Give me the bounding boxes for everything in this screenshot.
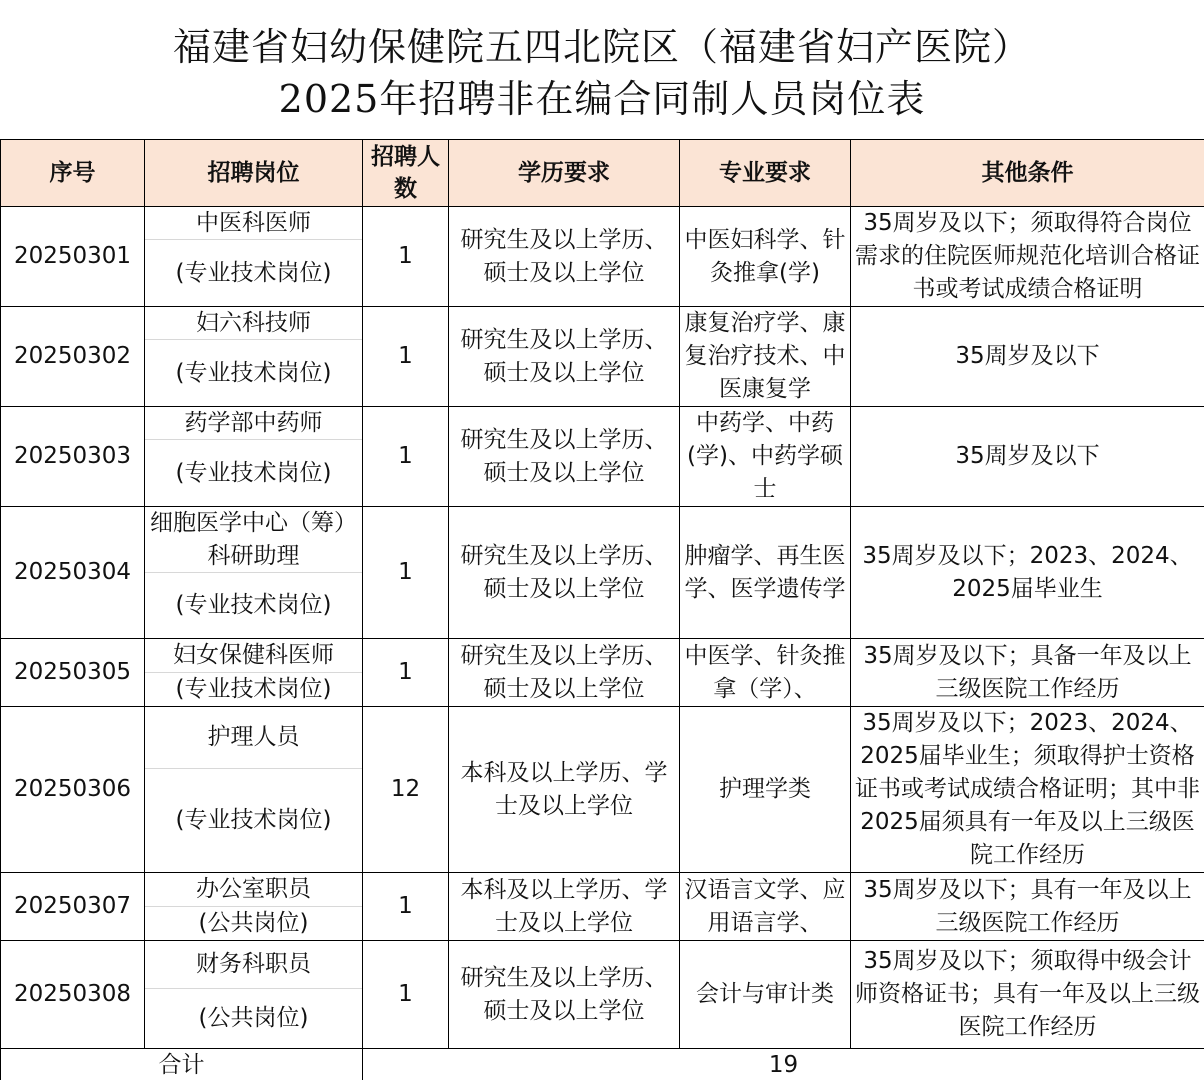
position-type: (专业技术岗位): [175, 676, 332, 702]
header-education: 学历要求: [449, 140, 680, 207]
cell-other: 35周岁及以下；须取得符合岗位需求的住院医师规范化培训合格证书或考试成绩合格证明: [851, 207, 1204, 307]
table-row: [1, 707, 1204, 873]
cell-major: 中药学、中药(学)、中药学硕士: [680, 407, 851, 507]
cell-other: 35周岁及以下；具备一年及以上三级医院工作经历: [851, 639, 1204, 707]
position-type: (公共岗位): [198, 910, 309, 936]
cell-other: 35周岁及以下: [851, 307, 1204, 407]
table-row: [1, 941, 1204, 1049]
cell-education: 研究生及以上学历、硕士及以上学位: [449, 507, 680, 639]
positions-table: [0, 139, 1204, 1080]
table-row: [1, 507, 1204, 639]
cell-other: 35周岁及以下；须取得中级会计师资格证书；具有一年及以上三级医院工作经历: [851, 941, 1204, 1049]
position-name: 中医科医师: [145, 207, 362, 240]
cell-major: 中医学、针灸推拿（学）、: [680, 639, 851, 707]
total-label: 合计: [1, 1049, 363, 1080]
cell-id: 20250305: [1, 639, 145, 707]
position-type: (专业技术岗位): [175, 459, 332, 486]
cell-other: 35周岁及以下；2023、2024、2025届毕业生: [851, 507, 1204, 639]
position-type: (专业技术岗位): [175, 807, 332, 833]
cell-other: 35周岁及以下；具有一年及以上三级医院工作经历: [851, 873, 1204, 941]
total-value: 19: [363, 1049, 1204, 1080]
table-row: [1, 307, 1204, 407]
cell-education: 本科及以上学历、学士及以上学位: [449, 707, 680, 873]
cell-position: [145, 307, 363, 407]
cell-major: 汉语言文学、应用语言学、: [680, 873, 851, 941]
header-position: 招聘岗位: [145, 140, 363, 207]
position-name: 妇六科技师: [145, 307, 362, 340]
cell-major: 护理学类: [680, 707, 851, 873]
cell-major: 康复治疗学、康复治疗技术、中医康复学: [680, 307, 851, 407]
cell-other: 35周岁及以下: [851, 407, 1204, 507]
cell-position: [145, 507, 363, 639]
cell-position: [145, 707, 363, 873]
cell-position: [145, 207, 363, 307]
cell-id: 20250307: [1, 873, 145, 941]
header-major: 专业要求: [680, 140, 851, 207]
position-name: 办公室职员: [145, 873, 362, 907]
cell-education: 研究生及以上学历、硕士及以上学位: [449, 941, 680, 1049]
header-id: 序号: [1, 140, 145, 207]
position-type: (专业技术岗位): [175, 259, 332, 286]
cell-position: [145, 639, 363, 707]
cell-education: 研究生及以上学历、硕士及以上学位: [449, 639, 680, 707]
position-name: 财务科职员: [145, 941, 362, 989]
table-row: [1, 207, 1204, 307]
cell-id: 20250306: [1, 707, 145, 873]
cell-count: 1: [363, 207, 449, 307]
cell-other: 35周岁及以下；2023、2024、2025届毕业生；须取得护士资格证书或考试成绩合格证明；其中非2025届须具有一年及以上三级医院工作经历: [851, 707, 1204, 873]
cell-major: 中医妇科学、针灸推拿(学): [680, 207, 851, 307]
cell-id: 20250303: [1, 407, 145, 507]
cell-education: 本科及以上学历、学士及以上学位: [449, 873, 680, 941]
cell-count: 12: [363, 707, 449, 873]
cell-count: 1: [363, 873, 449, 941]
cell-major: 会计与审计类: [680, 941, 851, 1049]
cell-count: 1: [363, 941, 449, 1049]
cell-id: 20250304: [1, 507, 145, 639]
header-count: 招聘人数: [363, 140, 449, 207]
position-name: 护理人员: [145, 707, 362, 769]
table-row: [1, 407, 1204, 507]
table-header-row: [1, 140, 1204, 207]
cell-id: 20250308: [1, 941, 145, 1049]
position-name: 药学部中药师: [145, 407, 362, 440]
position-type: (专业技术岗位): [175, 359, 332, 386]
total-row: [1, 1049, 1204, 1080]
cell-position: [145, 873, 363, 941]
cell-major: 肿瘤学、再生医学、医学遗传学: [680, 507, 851, 639]
table-row: [1, 639, 1204, 707]
cell-count: 1: [363, 639, 449, 707]
cell-education: 研究生及以上学历、硕士及以上学位: [449, 307, 680, 407]
page-title: [0, 0, 1204, 139]
cell-count: 1: [363, 507, 449, 639]
table-row: [1, 873, 1204, 941]
cell-id: 20250302: [1, 307, 145, 407]
cell-education: 研究生及以上学历、硕士及以上学位: [449, 407, 680, 507]
title-line-2: 2025年招聘非在编合同制人员岗位表: [278, 77, 926, 121]
position-type: (公共岗位): [198, 1005, 309, 1031]
position-name: 妇女保健科医师: [145, 639, 362, 673]
cell-position: [145, 407, 363, 507]
position-type: (专业技术岗位): [175, 592, 332, 618]
cell-position: [145, 941, 363, 1049]
position-name: 细胞医学中心（筹）科研助理: [145, 507, 362, 573]
header-other: 其他条件: [851, 140, 1204, 207]
cell-education: 研究生及以上学历、硕士及以上学位: [449, 207, 680, 307]
title-line-1: 福建省妇幼保健院五四北院区（福建省妇产医院）: [172, 25, 1031, 69]
cell-id: 20250301: [1, 207, 145, 307]
cell-count: 1: [363, 407, 449, 507]
cell-count: 1: [363, 307, 449, 407]
